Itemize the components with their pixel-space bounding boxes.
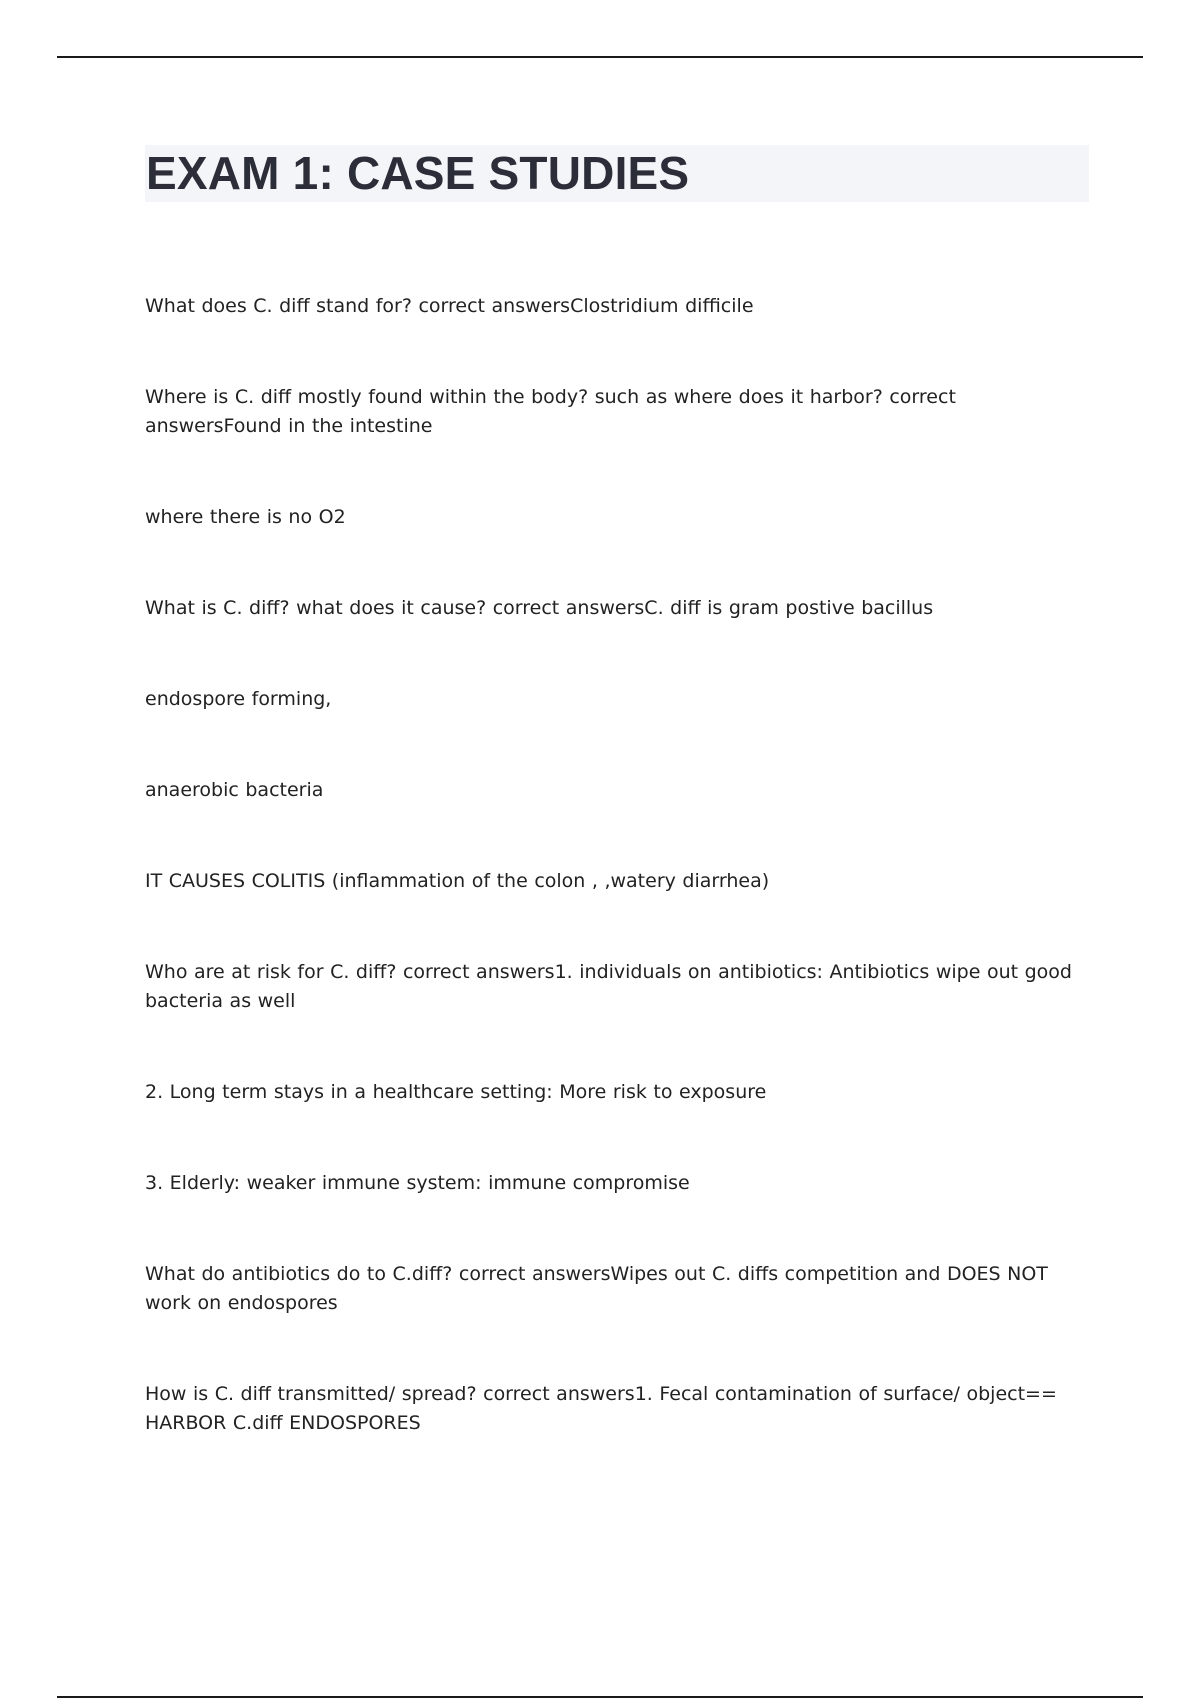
- qa-paragraph: where there is no O2: [145, 506, 346, 528]
- qa-paragraph: How is C. diff transmitted/ spread? correct answers1. Fecal contamination of surface/ object== HARBOR C.diff ENDOSPORES: [145, 1383, 1057, 1434]
- page-title: EXAM 1: CASE STUDIES: [146, 147, 690, 199]
- qa-paragraph: What does C. diff stand for? correct answersClostridium difficile: [145, 295, 754, 317]
- qa-paragraph: endospore forming,: [145, 688, 332, 710]
- header-rule: [57, 56, 1143, 58]
- qa-paragraph: IT CAUSES COLITIS (inflammation of the colon , ,watery diarrhea): [145, 870, 770, 892]
- qa-paragraph: anaerobic bacteria: [145, 779, 324, 801]
- qa-paragraph: Who are at risk for C. diff? correct answers1. individuals on antibiotics: Antibiotics wipe out good bacteria as well: [145, 961, 1072, 1012]
- qa-paragraph: What is C. diff? what does it cause? correct answersC. diff is gram postive bacillus: [145, 597, 934, 619]
- qa-paragraph: 3. Elderly: weaker immune system: immune compromise: [145, 1172, 690, 1194]
- qa-paragraph: What do antibiotics do to C.diff? correct answersWipes out C. diffs competition and DOES NOT work on endospores: [145, 1263, 1048, 1314]
- qa-paragraph: 2. Long term stays in a healthcare setting: More risk to exposure: [145, 1081, 767, 1103]
- footer-rule: [57, 1696, 1143, 1698]
- qa-paragraph: Where is C. diff mostly found within the body? such as where does it harbor? correct answersFound in the intestine: [145, 386, 956, 437]
- document-body: [145, 292, 1095, 1438]
